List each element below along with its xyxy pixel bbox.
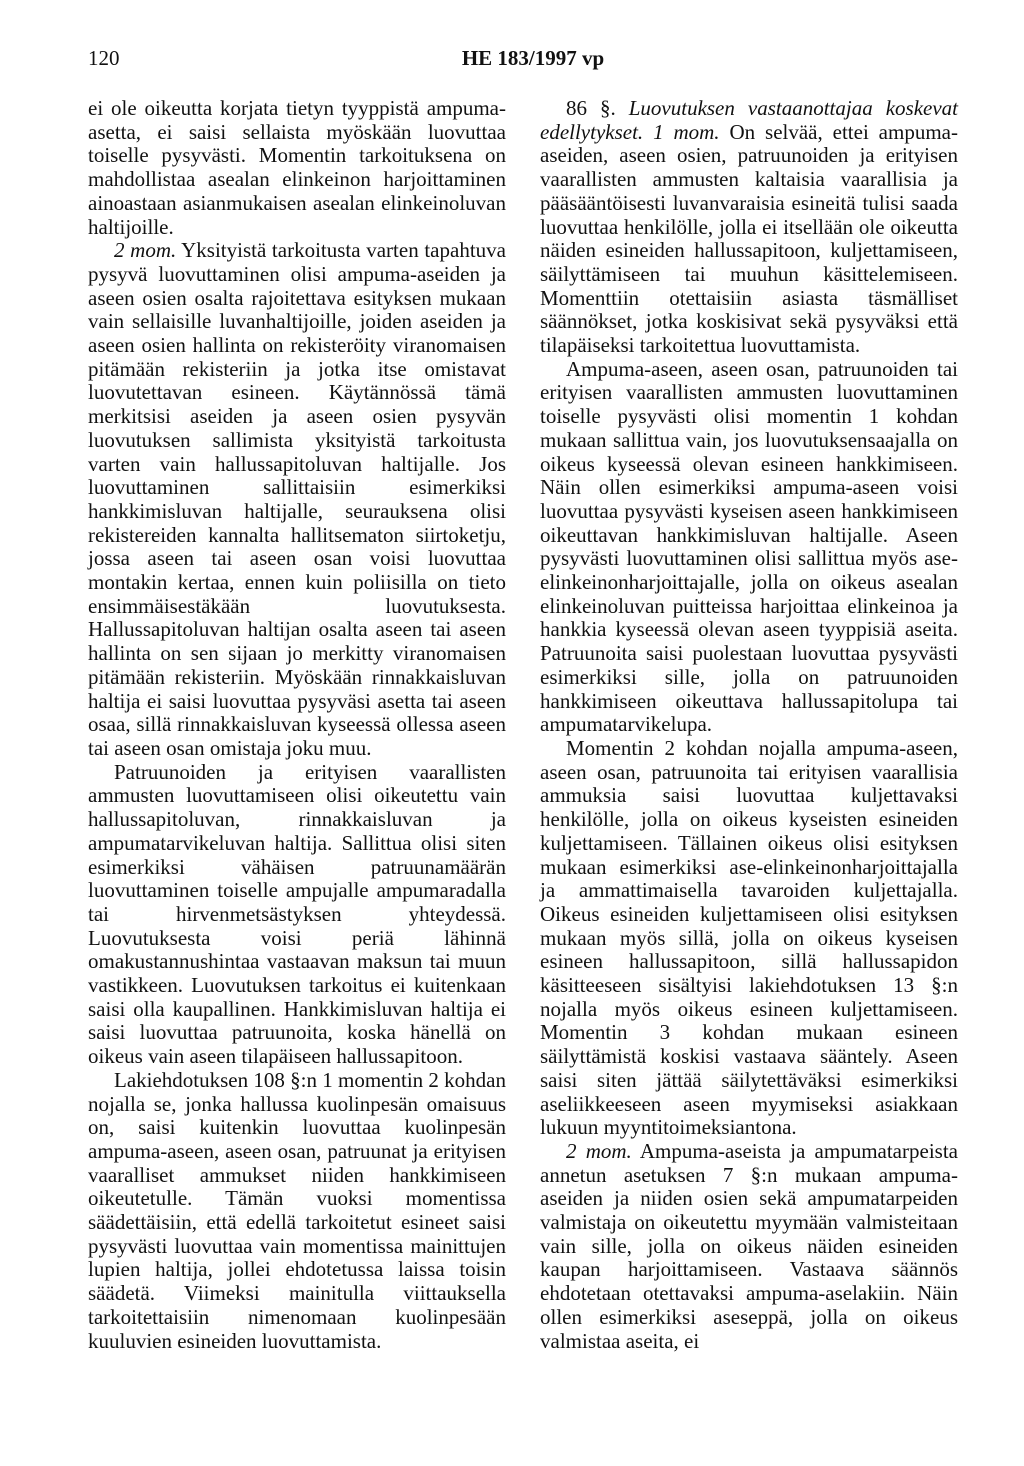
subsection-label: 2 mom.: [114, 238, 177, 263]
paragraph-7-text: Ampuma-aseista ja ampumatarpeista annetun asetuksen 7 §:n mukaan ampuma-aseiden ja niiden osien sekä ampumatarpeiden valmistaja on oikeutettu myymään valmisteitaan vain sille, jolla on oikeus näiden esineiden kaupan harjoittamiseen. Vastaava säännös ehdotetaan otettavaksi ampuma-aselakiin. Näin ollen esimerkiksi aseseppä, jolla on oikeus valmistaa aseita, ei: [540, 1138, 958, 1353]
left-column: [88, 97, 506, 1353]
paragraph-5: Ampuma-aseen, aseen osan, patruunoiden tai erityisen vaarallisten ammusten luovuttaminen toiselle pysyvästi olisi momentin 1 kohdan mukaan sallittua vain, jos luovutuksensaajalla on oikeus kyseessä olevan esineen hankkimiseen. Näin ollen esimerkiksi ampuma-aseen voisi luovuttaa pysyvästi kyseisen aseen hankkimiseen oikeuttavan hankkimisluvan haltijalle. Aseen pysyvästi luovuttaminen olisi sallittua myös ase-elinkeinonharjoittajalle, jolla on oikeus asealan elinkeinoluvan puitteissa harjoittaa elinkeinoa ja hankkia kyseessä olevan aseen tyyppisiä aseita. Patruunoita saisi puolestaan luovuttaa pysyvästi esimerkiksi sille, jolla on patruunoiden hankkimiseen oikeuttava hallussapitolupa tai ampumatarvikelupa.: [540, 356, 958, 737]
paragraph-7: [540, 1140, 958, 1353]
section-title: Luovutuksen vastaanottajaa koskevat edellytykset. 1 mom.: [540, 96, 958, 144]
paragraph-6: Momentin 2 kohdan nojalla ampuma-aseen, aseen osan, patruunoita tai erityisen vaarallisia ammuksia saisi luovuttaa kuljettavaksi henkilölle, jolla on oikeus kyseisten esineiden kuljettamiseen. Tällainen oikeus olisi esityksen mukaan esimerkiksi ase-elinkeinonharjoittajalla ja ammattimaisella tavaroiden kuljettajalla. Oikeus esineiden kuljettamiseen olisi esityksen mukaan myös sillä, jolla on oikeus kyseisen esineen hallussapitoon, sillä hallussapidon käsitteeseen sisältyisi lakiehdotuksen 13 §:n nojalla myös oikeus esineen kuljettamiseen. Momentin 3 kohdan mukaan esineen säilyttämistä koskisi vastaava sääntely. Aseen saisi siten jättää säilytettäväksi esimerkiksi aseliikkeeseen aseen myymiseksi asiakkaan lukuun myyntitoimeksiantona.: [540, 735, 958, 1140]
section-86-text: On selvää, ettei ampuma-aseiden, aseen osien, patruunoiden ja erityisen vaarallisten ammusten kaltaisia vaarallisia ja pääsääntöisesti luvanvaraisia esineitä tulisi saada luovuttaa henkilölle, jolla ei itsellään ole oikeutta näiden esineiden hallussapitoon, kuljettamiseen, säilyttämiseen tai muuhun käsittelemiseen. Momenttiin otettaisiin asiasta täsmälliset säännökset, jotka koskisivat sekä pysyväksi että tilapäiseksi tarkoitettua luovuttamista.: [540, 119, 958, 358]
subsection-label: 2 mom.: [566, 1138, 632, 1163]
paragraph-3: Patruunoiden ja erityisen vaarallisten ammusten luovuttamiseen olisi oikeutettu vain hallussapitoluvan, rinnakkaisluvan ja ampumatarvikeluvan haltija. Sallittua olisi siten esimerkiksi vähäisen patruunamäärän luovuttaminen toiselle ampujalle ampumaradalla tai hirvenmetsästyksen yhteydessä. Luovutuksesta voisi periä lähinnä omakustannushintaa vastaavan maksun tai muun vastikkeen. Luovutuksen tarkoitus ei kuitenkaan saisi olla kaupallinen. Hankkimisluvan haltija ei saisi luovuttaa patruunoita, koska hänellä on oikeus vain aseen tilapäiseen hallussapitoon.: [88, 759, 506, 1069]
paragraph-2: [88, 239, 506, 760]
page-number: 120: [88, 46, 120, 70]
paragraph-2-text: Yksityistä tarkoitusta varten tapahtuva pysyvä luovuttaminen olisi ampuma-aseiden ja aseen osien osalta rajoitettava esityksen mukaan vain sellaisille luvanhaltijoille, joiden aseiden ja aseen osien hallinta on rekisteröity viranomaisen pitämään rekisteriin ja jotka itse omistavat luovutettavan esineen. Käytännössä tämä merkitsisi aseiden ja aseen osien pysyvän luovutuksen sallimista yksityistä tarkoitusta varten vain hallussapitoluvan haltijalle. Jos luovuttaminen sallittaisiin esimerkiksi hankkimisluvan haltijalle, seurauksena olisi rekistereiden kannalta hallitsematon siirtoketju, jossa aseen tai aseen osan voisi luovuttaa montakin kertaa, ennen kuin poliisilla on tieto ensimmäisestäkään luovutuksesta. Hallussapitoluvan haltijan osalta aseen tai aseen hallinta on sen sijaan jo merkitty viranomaisen pitämään rekisteriin. Myöskään rinnakkaisluvan haltija ei saisi luovuttaa pysyväsi asetta tai aseen osaa, sillä rinnakkaisluvan kyseessä ollessa aseen tai aseen osan omistaja joku muu.: [88, 238, 506, 760]
section-86-paragraph: [540, 97, 958, 358]
section-number: 86 §.: [566, 96, 629, 120]
page-header: [88, 46, 978, 78]
paragraph-1: ei ole oikeutta korjata tietyn tyyppistä ampuma-asetta, ei saisi sellaista myöskään luovuttaa toiselle pysyvästi. Momentin tarkoituksena on mahdollistaa asealan elinkeinon harjoittaminen ainoastaan asianmukaisen asealan elinkeinoluvan haltijoille.: [88, 96, 506, 239]
document-id: HE 183/1997 vp: [461, 46, 605, 70]
paragraph-4: Lakiehdotuksen 108 §:n 1 momentin 2 kohdan nojalla se, jonka hallussa kuolinpesän omaisuus on, saisi kuitenkin luovuttaa kuolinpesän ampuma-aseen, aseen osan, patruunat ja erityisen vaaralliset ammukset niiden hankkimiseen oikeutetulle. Tämän vuoksi momentissa säädettäisiin, että edellä tarkoitetut esineet saisi pysyvästi luovuttaa vain momentissa mainittujen lupien haltija, jollei ehdotetussa laissa toisin säädetä. Viimeksi mainitulla viittauksella tarkoitettaisiin nimenomaan kuolinpesään kuuluvien esineiden luovuttamista.: [88, 1067, 506, 1353]
right-column: [540, 97, 958, 1353]
